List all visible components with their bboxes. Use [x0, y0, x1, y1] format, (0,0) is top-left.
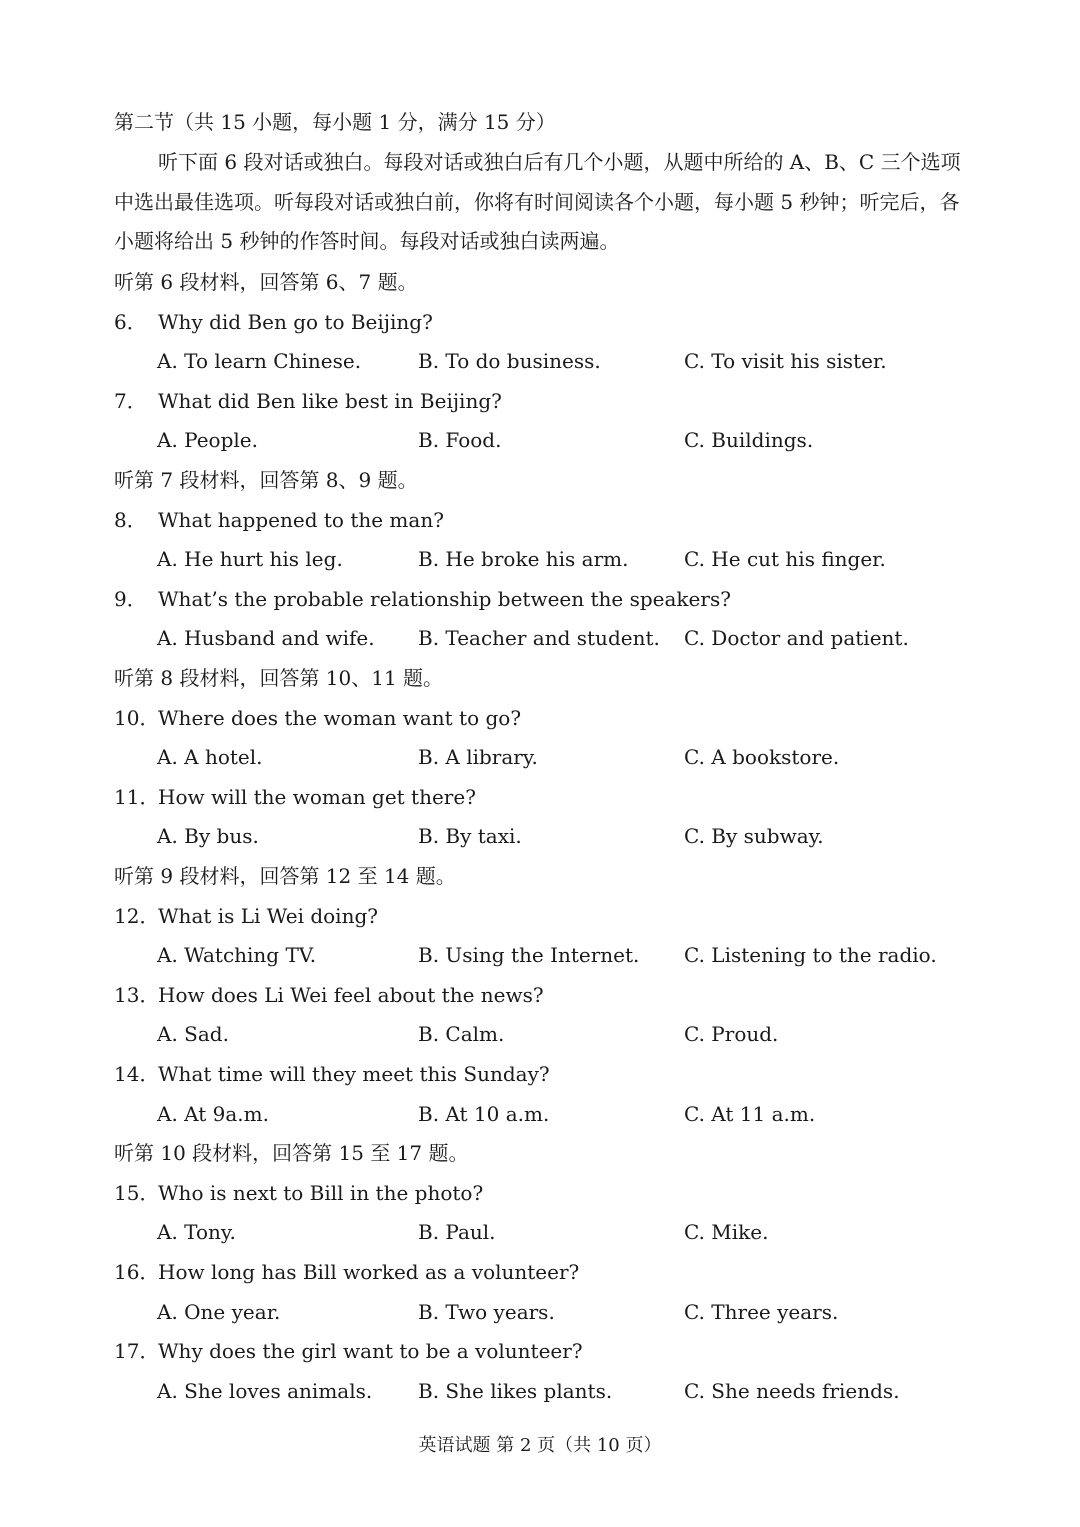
question-number: 11．	[114, 784, 160, 809]
question-text: What’s the probable relationship between the speakers?	[158, 586, 731, 611]
answer-option-b: B. Paul.	[418, 1220, 496, 1245]
question-number: 8．	[114, 507, 147, 532]
question-text: Who is next to Bill in the photo?	[158, 1180, 484, 1205]
answer-option-c: C. Three years.	[684, 1299, 839, 1324]
answer-option-c: C. Doctor and patient.	[684, 626, 909, 651]
answer-option-a: A. Husband and wife.	[157, 626, 375, 651]
question	[114, 785, 476, 809]
question-number: 9．	[114, 586, 147, 611]
question-text: What is Li Wei doing?	[158, 903, 378, 928]
page-footer: 英语试题 第 2 页（共 10 页）	[418, 1435, 662, 1456]
question	[114, 1260, 579, 1284]
question	[114, 904, 378, 928]
question-number: 7．	[114, 388, 147, 413]
answer-option-a: A. Sad.	[157, 1022, 229, 1047]
answer-option-b: B. Using the Internet.	[418, 943, 640, 968]
section-heading: 第二节（共 15 小题，每小题 1 分，满分 15 分）	[114, 110, 556, 134]
answer-option-c: C. She needs friends.	[684, 1378, 900, 1403]
question-text: Why does the girl want to be a volunteer?	[158, 1339, 583, 1364]
section-instruction: 听第 9 段材料，回答第 12 至 14 题。	[114, 864, 456, 888]
section-instruction: 听第 6 段材料，回答第 6、7 题。	[114, 270, 418, 294]
question-number: 16．	[114, 1260, 160, 1284]
answer-option-b: B. At 10 a.m.	[418, 1101, 550, 1126]
answer-option-a: A. A hotel.	[157, 745, 263, 770]
section-instruction: 听第 8 段材料，回答第 10、11 题。	[114, 666, 444, 690]
answer-option-a: A. People.	[157, 428, 258, 453]
question-text: What did Ben like best in Beijing?	[158, 388, 502, 413]
answer-option-b: B. To do business.	[418, 349, 601, 374]
question-number: 13．	[114, 982, 160, 1007]
answer-option-c: C. To visit his sister.	[684, 349, 887, 374]
question	[114, 983, 544, 1007]
question-text: How does Li Wei feel about the news?	[158, 982, 544, 1007]
question-number: 12．	[114, 903, 160, 928]
question	[114, 1339, 583, 1363]
question-number: 14．	[114, 1062, 160, 1086]
answer-option-a: A. By bus.	[157, 824, 259, 849]
question-number: 10．	[114, 705, 160, 730]
answer-option-c: C. Listening to the radio.	[684, 943, 937, 968]
answer-option-b: B. Teacher and student.	[418, 626, 660, 651]
answer-option-a: A. She loves animals.	[157, 1378, 373, 1403]
answer-option-a: A. He hurt his leg.	[157, 547, 343, 572]
question	[114, 706, 521, 730]
answer-option-b: B. Calm.	[418, 1022, 505, 1047]
answer-option-c: C. Proud.	[684, 1022, 779, 1047]
question-number: 6．	[114, 309, 147, 334]
answer-option-c: C. Mike.	[684, 1220, 769, 1245]
answer-option-c: C. By subway.	[684, 824, 824, 849]
question-text: What time will they meet this Sunday?	[158, 1062, 550, 1086]
answer-option-c: C. He cut his finger.	[684, 547, 886, 572]
answer-option-a: A. Watching TV.	[157, 943, 317, 968]
question-text: Why did Ben go to Beijing?	[158, 309, 433, 334]
answer-option-c: C. A bookstore.	[684, 745, 840, 770]
question-number: 17．	[114, 1339, 160, 1364]
question-text: How long has Bill worked as a volunteer?	[158, 1260, 580, 1284]
answer-option-a: A. At 9a.m.	[157, 1101, 269, 1126]
answer-option-b: B. By taxi.	[418, 824, 522, 849]
answer-option-c: C. Buildings.	[684, 428, 814, 453]
answer-option-a: A. One year.	[157, 1299, 281, 1324]
section-instruction: 听第 7 段材料，回答第 8、9 题。	[114, 468, 418, 492]
answer-option-b: B. He broke his arm.	[418, 547, 629, 572]
answer-option-a: A. To learn Chinese.	[157, 349, 362, 374]
answer-option-b: B. She likes plants.	[418, 1378, 613, 1403]
question	[114, 508, 444, 532]
question-text: What happened to the man?	[158, 507, 444, 532]
answer-option-b: B. Food.	[418, 428, 502, 453]
section-instruction: 听第 10 段材料，回答第 15 至 17 题。	[114, 1141, 469, 1166]
answer-option-b: B. Two years.	[418, 1299, 555, 1324]
question	[114, 310, 433, 334]
question-number: 15．	[114, 1180, 160, 1205]
question	[114, 587, 731, 611]
question	[114, 389, 502, 413]
question-text: How will the woman get there?	[158, 784, 476, 809]
question-text: Where does the woman want to go?	[158, 705, 522, 730]
answer-option-b: B. A library.	[418, 745, 538, 770]
question	[114, 1181, 483, 1205]
question	[114, 1062, 550, 1086]
section-instructions: 听下面 6 段对话或独白。每段对话或独白后有几个小题，从题中所给的 A、B、C 三个选项中选出最佳选项。听每段对话或独白前，你将有时间阅读各个小题，每小题 5 秒钟；听完后，各小题将给出 5 秒钟的作答时间。每段对话或独白读两遍。	[114, 150, 961, 254]
answer-option-a: A. Tony.	[157, 1220, 236, 1245]
answer-option-c: C. At 11 a.m.	[684, 1101, 816, 1126]
